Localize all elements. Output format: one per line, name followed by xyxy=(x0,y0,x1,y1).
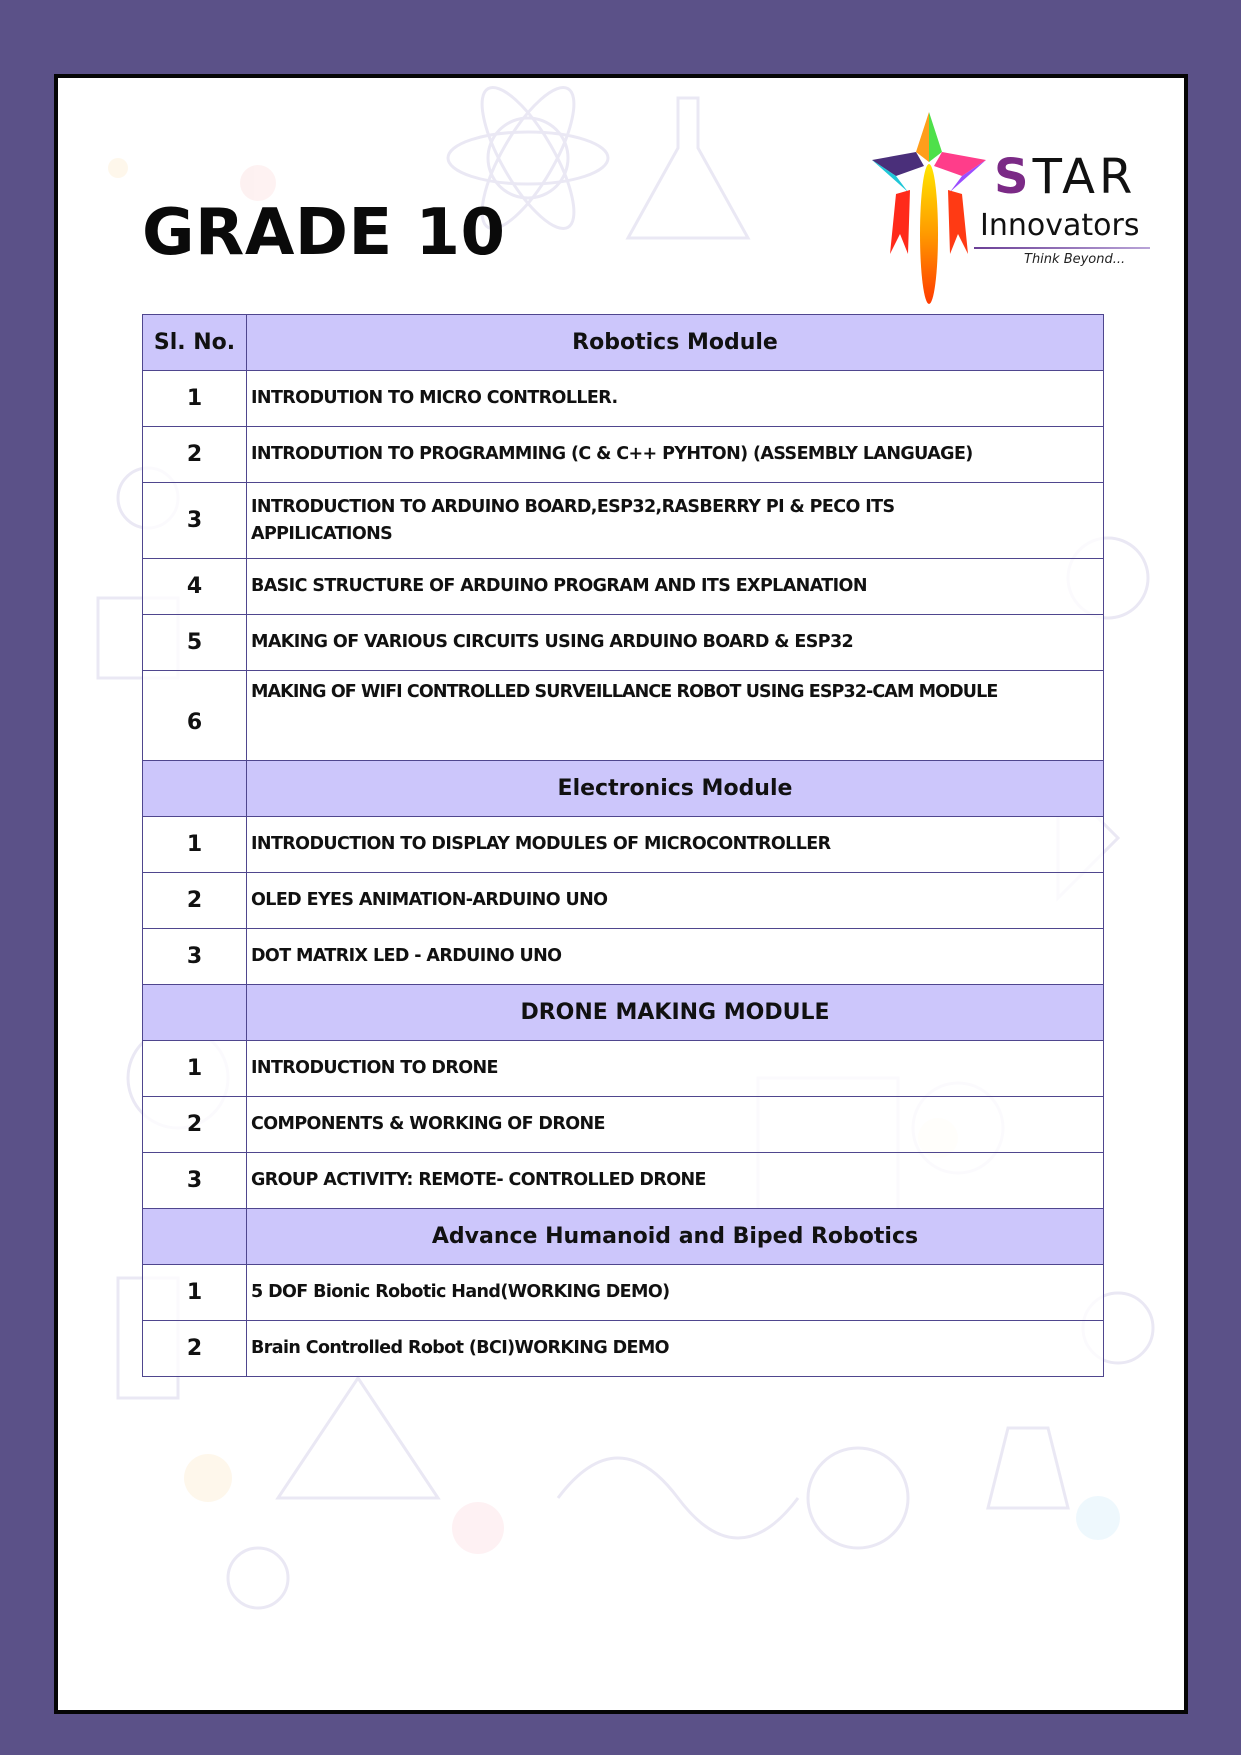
table-row xyxy=(143,671,1104,761)
table-row xyxy=(143,483,1104,559)
empty-cell xyxy=(143,761,247,817)
row-number: 4 xyxy=(143,559,247,615)
table-row xyxy=(143,371,1104,427)
row-number: 5 xyxy=(143,615,247,671)
row-number: 1 xyxy=(143,817,247,873)
page-title: GRADE 10 xyxy=(142,196,506,270)
row-number: 1 xyxy=(143,1265,247,1321)
section-header-drone xyxy=(143,985,1104,1041)
logo-tagline: Think Beyond... xyxy=(1024,252,1126,267)
section-title: Advance Humanoid and Biped Robotics xyxy=(247,1209,1104,1265)
row-number: 3 xyxy=(143,929,247,985)
logo-brand-innovators: Innovators xyxy=(980,208,1140,243)
star-innovators-logo xyxy=(866,104,1166,304)
row-topic: INTRODUTION TO PROGRAMMING (C & C++ PYHTON) (ASSEMBLY LANGUAGE) xyxy=(247,427,1104,483)
table-row xyxy=(143,873,1104,929)
row-number: 3 xyxy=(143,483,247,559)
row-topic: INTRODUCTION TO DISPLAY MODULES OF MICROCONTROLLER xyxy=(247,817,1104,873)
row-topic: MAKING OF WIFI CONTROLLED SURVEILLANCE ROBOT USING ESP32-CAM MODULE xyxy=(247,671,1104,761)
table-row xyxy=(143,1265,1104,1321)
logo-brand-star: STAR xyxy=(994,149,1137,205)
section-title: Electronics Module xyxy=(247,761,1104,817)
empty-cell xyxy=(143,985,247,1041)
row-topic: INTRODUTION TO MICRO CONTROLLER. xyxy=(247,371,1104,427)
section-title: DRONE MAKING MODULE xyxy=(247,985,1104,1041)
section-title: Robotics Module xyxy=(247,315,1104,371)
table-row xyxy=(143,1097,1104,1153)
row-topic: INTRODUCTION TO ARDUINO BOARD,ESP32,RASBERRY PI & PECO ITS APPILICATIONS xyxy=(247,483,1104,559)
row-topic: OLED EYES ANIMATION-ARDUINO UNO xyxy=(247,873,1104,929)
row-topic: BASIC STRUCTURE OF ARDUINO PROGRAM AND ITS EXPLANATION xyxy=(247,559,1104,615)
row-topic: Brain Controlled Robot (BCI)WORKING DEMO xyxy=(247,1321,1104,1377)
row-number: 6 xyxy=(143,671,247,761)
logo-divider xyxy=(974,247,1150,249)
table-row xyxy=(143,559,1104,615)
section-header-electronics xyxy=(143,761,1104,817)
rainbow-star-rocket-icon xyxy=(866,104,996,304)
row-number: 2 xyxy=(143,1097,247,1153)
row-topic: COMPONENTS & WORKING OF DRONE xyxy=(247,1097,1104,1153)
table-row xyxy=(143,929,1104,985)
row-number: 2 xyxy=(143,1321,247,1377)
section-header-robotics xyxy=(143,315,1104,371)
table-row xyxy=(143,817,1104,873)
row-number: 1 xyxy=(143,371,247,427)
table-row xyxy=(143,1321,1104,1377)
sl-no-header: Sl. No. xyxy=(143,315,247,371)
document-page xyxy=(54,74,1188,1714)
table-row xyxy=(143,427,1104,483)
table-row xyxy=(143,1153,1104,1209)
table-row xyxy=(143,615,1104,671)
table-row xyxy=(143,1041,1104,1097)
row-topic: INTRODUCTION TO DRONE xyxy=(247,1041,1104,1097)
section-header-humanoid xyxy=(143,1209,1104,1265)
empty-cell xyxy=(143,1209,247,1265)
row-number: 2 xyxy=(143,427,247,483)
syllabus-table xyxy=(142,314,1104,1377)
row-topic: MAKING OF VARIOUS CIRCUITS USING ARDUINO BOARD & ESP32 xyxy=(247,615,1104,671)
row-topic: DOT MATRIX LED - ARDUINO UNO xyxy=(247,929,1104,985)
row-topic: GROUP ACTIVITY: REMOTE- CONTROLLED DRONE xyxy=(247,1153,1104,1209)
row-number: 3 xyxy=(143,1153,247,1209)
row-number: 1 xyxy=(143,1041,247,1097)
row-topic: 5 DOF Bionic Robotic Hand(WORKING DEMO) xyxy=(247,1265,1104,1321)
row-number: 2 xyxy=(143,873,247,929)
